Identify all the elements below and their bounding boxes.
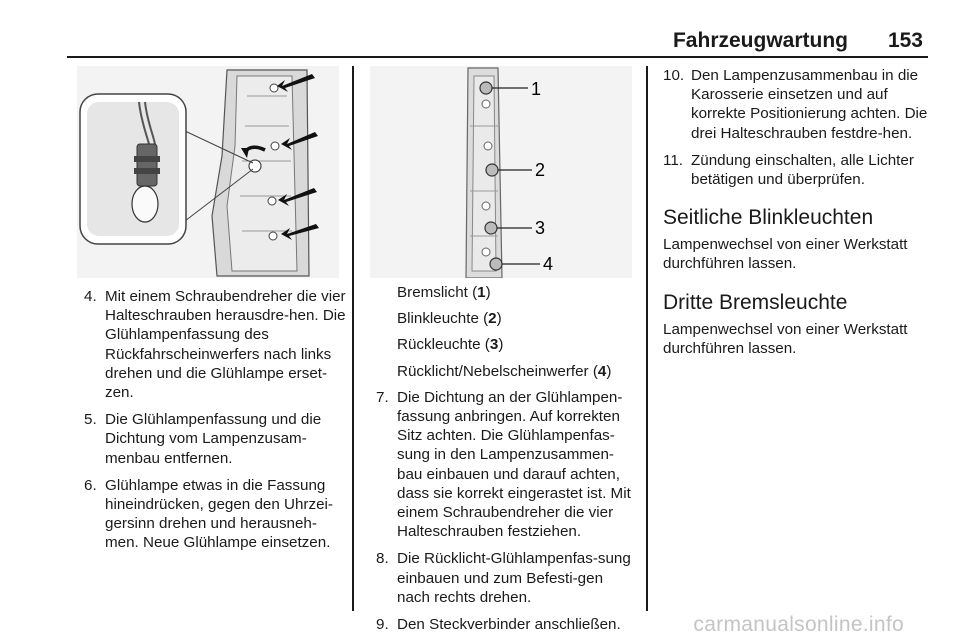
column-3: [663, 66, 933, 364]
section-text: Lampenwechsel von einer Werkstatt durchführen lassen.: [663, 320, 908, 357]
legend-item: Blinkleuchte (2): [397, 310, 502, 328]
step-text: Zündung einschalten, alle Lichter betätigen und überprüfen.: [691, 151, 914, 189]
step-8: [376, 549, 638, 607]
section-heading-side-indicators: Seitliche Blinkleuchten: [663, 206, 874, 230]
section-text: Lampenwechsel von einer Werkstatt durchführen lassen.: [663, 236, 908, 273]
step-number: 6.: [84, 476, 97, 494]
step-number: 7.: [376, 388, 389, 406]
header-rule: [67, 56, 928, 58]
step-text: Glühlampe etwas in die Fassung hineindrücken, gegen den Uhrzei-gersinn drehen und herausneh-men. Neue Glühlampe einsetzen.: [105, 476, 333, 552]
step-9: [376, 615, 638, 634]
step-number: 8.: [376, 550, 389, 568]
watermark: carmanualsonline.info: [693, 613, 904, 636]
legend-item: Rücklicht/Nebelscheinwerfer (4): [397, 362, 612, 380]
column-divider: [352, 66, 354, 611]
step-5: [84, 410, 346, 468]
step-text: Den Steckverbinder anschließen.: [397, 616, 621, 634]
step-11: [663, 151, 933, 189]
step-number: 9.: [376, 616, 389, 634]
step-number: 5.: [84, 411, 97, 429]
callout-1: 1: [531, 79, 542, 99]
step-number: 11.: [663, 151, 683, 169]
step-text: Die Rücklicht-Glühlampenfas-sung einbauen und zum Befesti-gen nach rechts drehen.: [397, 550, 631, 606]
step-text: Die Dichtung an der Glühlampen-fassung anbringen. Auf korrekten Sitz achten. Die Glühlampenfas-sung in den Lampenzusammen-bau einbauen und darauf achten, dass sie korrekt eingerastet ist. Mit einem Schraubendreher die vier Halteschrauben festziehen.: [397, 388, 631, 541]
page-title: Fahrzeugwartung: [672, 29, 848, 52]
step-number: 4.: [84, 288, 97, 305]
legend-item: Bremslicht (1): [397, 284, 491, 301]
callout-3: 3: [535, 218, 546, 238]
step-text: Den Lampenzusammenbau in die Karosserie einsetzen und auf korrekte Positionierung achten. Die drei Halteschrauben festdre-hen.: [691, 67, 928, 142]
section-heading-third-brake-light: Dritte Bremsleuchte: [663, 290, 848, 314]
figure-tail-lamp-layout: [370, 66, 632, 278]
legend-item: Rückleuchte (3): [397, 336, 504, 354]
page-number: 153: [887, 29, 923, 52]
step-text: Die Glühlampenfassung und die Dichtung vom Lampenzusam-menbau entfernen.: [105, 411, 322, 467]
step-number: 10.: [663, 67, 685, 84]
callout-2: 2: [535, 160, 546, 180]
step-6: [84, 476, 346, 553]
callout-4: 4: [543, 254, 554, 274]
step-10: [663, 66, 933, 143]
step-7: [376, 388, 638, 542]
step-text: Mit einem Schraubendreher die vier Halteschrauben herausdre-hen. Die Glühlampenfassung des Rückfahrscheinwerfers nach links drehen und die Glühlampe erset-zen.: [105, 288, 346, 402]
figure-bulb-replacement: [77, 66, 339, 278]
page-header: [0, 0, 960, 60]
step-4: [84, 287, 346, 402]
column-1: [84, 287, 346, 561]
column-divider: [646, 66, 648, 611]
column-2: [376, 283, 638, 642]
